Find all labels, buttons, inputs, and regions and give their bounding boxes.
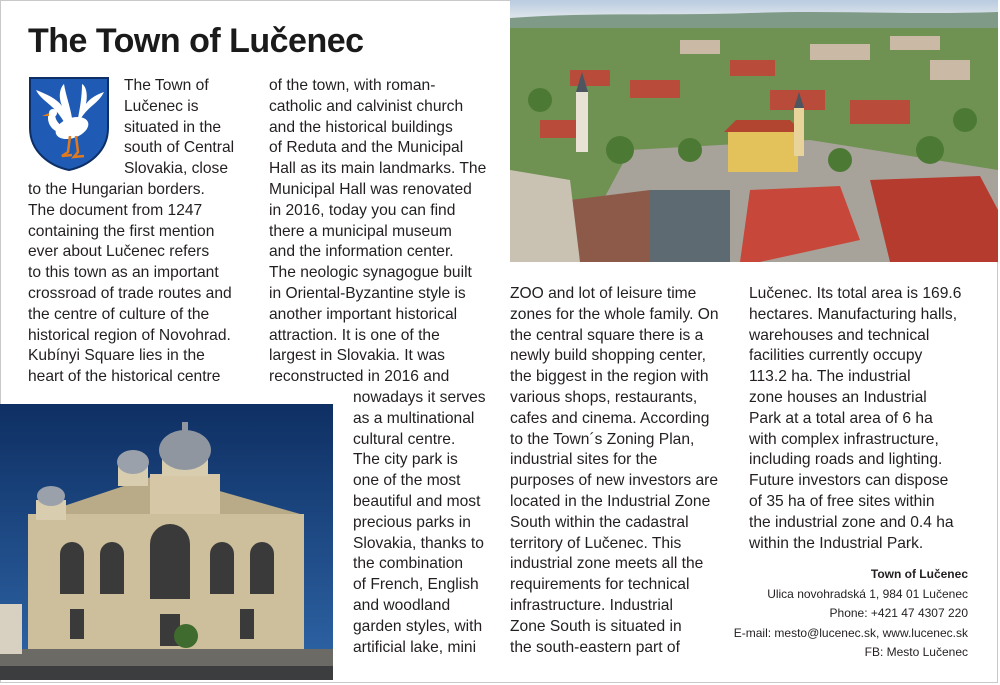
text-line: the central square there is a	[510, 326, 704, 344]
text-line: of 35 ha of free sites within	[749, 492, 935, 510]
text-line: ZOO and lot of leisure time	[510, 285, 697, 302]
text-line: of French, English	[353, 576, 479, 594]
contact-phone: Phone: +421 47 4307 220	[829, 606, 968, 620]
text-line: The document from 1247	[28, 201, 203, 219]
text-line: one of the most	[353, 472, 461, 490]
text-line: Zone South is situated in	[510, 617, 682, 635]
text-line: Slovakia, close	[124, 160, 229, 178]
text-line: largest in Slovakia. It was	[269, 347, 445, 365]
text-line: the biggest in the region with	[510, 368, 709, 386]
text-line: requirements for technical	[510, 576, 690, 594]
text-line: reconstructed in 2016 and	[269, 368, 450, 386]
aerial-town-photo	[510, 0, 998, 262]
text-line: artificial lake, mini	[353, 638, 477, 656]
text-line: infrastructure. Industrial	[510, 596, 673, 614]
text-line: crossroad of trade routes and	[28, 284, 232, 302]
text-line: another important historical	[269, 305, 458, 323]
text-line: The Town of	[124, 77, 209, 94]
text-line: the centre of culture of the	[28, 305, 210, 323]
text-line: in 2016, today you can find	[269, 201, 456, 219]
text-line: ever about Lučenec refers	[28, 243, 210, 261]
text-line: Hall as its main landmarks. The	[269, 160, 487, 178]
text-line: south of Central	[124, 139, 235, 157]
text-line: zones for the whole family. On	[510, 305, 719, 323]
text-line: Lučenec. Its total area is 169.6	[749, 285, 962, 302]
text-column-2-top	[269, 76, 494, 388]
contact-address: Ulica novohradská 1, 984 01 Lučenec	[767, 586, 968, 601]
text-line: precious parks in	[353, 513, 471, 531]
text-line: Kubínyi Square lies in the	[28, 347, 205, 365]
text-line: catholic and calvinist church	[269, 97, 464, 115]
text-line: purposes of new investors are	[510, 472, 719, 490]
text-line: cultural centre.	[353, 430, 456, 448]
text-line: beautiful and most	[353, 492, 481, 510]
text-line: Park at a total area of 6 ha	[749, 409, 933, 427]
text-line: garden styles, with	[353, 617, 483, 635]
text-line: with complex infrastructure,	[749, 430, 939, 448]
text-line: the south-eastern part of	[510, 638, 680, 656]
text-line: there a municipal museum	[269, 222, 452, 240]
text-line: to this town as an important	[28, 264, 219, 282]
text-line: zone houses an Industrial	[749, 388, 927, 406]
text-column-2-bottom	[353, 388, 493, 658]
page-title: The Town of Lučenec	[28, 22, 364, 60]
text-line: including roads and lighting.	[749, 451, 943, 469]
text-line: Municipal Hall was renovated	[269, 180, 472, 198]
contact-block	[734, 565, 968, 663]
text-line: and woodland	[353, 596, 451, 614]
text-line: to the Hungarian borders.	[28, 180, 205, 198]
text-line: situated in the	[124, 118, 222, 136]
text-line: located in the Industrial Zone	[510, 492, 711, 510]
text-line: the industrial zone and 0.4 ha	[749, 513, 954, 531]
text-line: of the town, with roman-	[269, 77, 436, 94]
text-line: cafes and cinema. According	[510, 409, 710, 427]
text-line: attraction. It is one of the	[269, 326, 440, 344]
text-line: the combination	[353, 555, 464, 573]
text-line: various shops, restaurants,	[510, 388, 698, 406]
text-line: within the Industrial Park.	[749, 534, 924, 552]
text-line: Slovakia, thanks to	[353, 534, 484, 552]
text-line: nowadays it serves	[353, 389, 486, 406]
text-line: South within the cadastral	[510, 513, 689, 531]
contact-facebook: FB: Mesto Lučenec	[864, 645, 968, 659]
text-line: heart of the historical centre	[28, 368, 221, 386]
text-line: Future investors can dispose	[749, 472, 949, 490]
text-line: and the information center.	[269, 243, 454, 261]
text-line: to the Town´s Zoning Plan,	[510, 430, 695, 448]
text-line: facilities currently occupy	[749, 347, 923, 365]
text-line: hectares. Manufacturing halls,	[749, 305, 958, 323]
text-line: of Reduta and the Municipal	[269, 139, 464, 157]
text-line: as a multinational	[353, 409, 475, 427]
text-line: newly build shopping center,	[510, 347, 706, 365]
text-line: historical region of Novohrad.	[28, 326, 231, 344]
text-line: 113.2 ha. The industrial	[749, 368, 911, 386]
contact-name: Town of Lučenec	[870, 567, 968, 581]
text-line: industrial sites for the	[510, 451, 658, 469]
text-line: The city park is	[353, 451, 458, 469]
text-line: in Oriental-Byzantine style is	[269, 284, 466, 302]
text-line: territory of Lučenec. This	[510, 534, 682, 552]
text-line: containing the first mention	[28, 222, 215, 240]
text-line: warehouses and technical	[749, 326, 930, 344]
text-column-1	[28, 76, 258, 388]
text-column-4	[749, 284, 979, 554]
text-line: The neologic synagogue built	[269, 264, 472, 282]
text-column-3	[510, 284, 740, 658]
synagogue-photo	[0, 404, 333, 680]
contact-email: E-mail: mesto@lucenec.sk, www.lucenec.sk	[733, 625, 968, 640]
text-line: and the historical buildings	[269, 118, 453, 136]
text-line: Lučenec is	[124, 97, 199, 115]
text-line: industrial zone meets all the	[510, 555, 704, 573]
